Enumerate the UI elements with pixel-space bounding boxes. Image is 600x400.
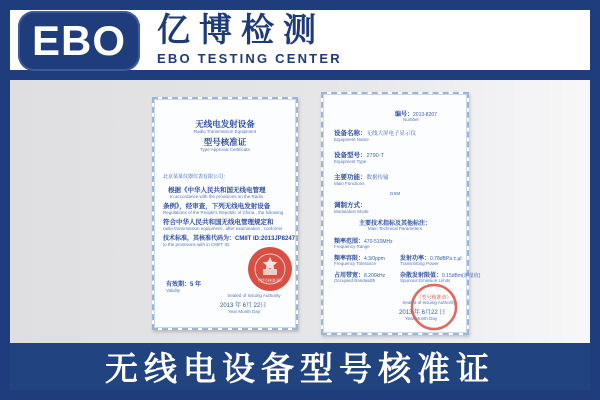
cert-subtitle-cn: 型号核准证 [203,137,247,147]
tech-section-title-en: Main Technical Parameters [367,226,423,231]
cert-body-line: 条例》，经审查，下列无线电发射设备 [163,203,271,210]
tech-label: 杂散发射限值： [400,273,443,279]
brand-block [157,12,342,66]
cert-body-line-en: radio transmission equipment , after examination , conforms [163,226,283,231]
tech-value: 8.200kHz [364,273,386,279]
header [10,10,590,75]
certificates-area [10,80,590,343]
field-label: 主要功能： [334,174,367,181]
field-row [334,128,416,137]
tech-label: 发射功率： [400,256,431,262]
modulation-label-en: Modulation Mode [334,209,369,214]
tech-label: 频率容限： [334,256,365,262]
cert-body-line-en: to the provisions with in CMIIT ID: [163,242,231,247]
issue-date: 2013 年 6月 22日 [220,303,267,309]
ebo-logo [18,11,140,71]
field-value: 数据传输 [366,175,389,181]
issue-date: 2013 年 6月22 日 [399,310,446,316]
cert-title-cn: 无线电发射设备 [195,119,255,129]
field-label-en: Equipment Type [334,159,367,164]
field-row [334,150,384,159]
cert-title-en: Radio Transmission Equipment [193,129,257,134]
field-label-en: Equipment Name [334,137,369,142]
number-value: 2013-8207 [413,112,437,118]
tech-label-en: Transmitting Power [400,261,439,266]
tech-value: 0.15dBm(测量值) [442,273,481,279]
red-approval-seal [246,245,294,293]
brand-name-chinese: 亿博检测 [157,11,325,48]
issue-date-en: Year Month Day [228,309,261,314]
modulation-label: 调制方式： [334,202,367,209]
certificate-front-page [152,97,298,330]
seal-inner-text: （型号核准章） [256,278,284,283]
cert-body-line: 技术标准，其核准代码为：CMIIT ID:2013JP8247 [163,236,296,242]
tech-label-en: Spurious Emission Limits [400,278,451,283]
bottom-title-banner [10,343,590,390]
tech-value: 470-510MHz [364,239,393,245]
field-label: 设备型号： [334,152,367,159]
field-label-en: Main Functions [334,181,365,186]
field-value: 2790-T [366,153,384,159]
brand-name-english: EBO TESTING CENTER [157,51,342,66]
seal-caption: Sealed of Issuing Authority [402,300,456,305]
cert-addressee: 北京某某仪器仪表有限公司： [163,174,229,180]
validity-label: 有效期：5 年 [166,282,202,288]
field-row [334,172,389,181]
cert-body-line: 符合中华人民共和国无线电管理规定和 [163,219,274,226]
tech-value: 4.3/0ppm [364,256,385,262]
validity-label-en: Validity [166,288,181,293]
cert-body-line: 根据《中华人民共和国无线电管理 [168,187,266,194]
tech-label: 频率范围： [334,239,365,245]
number-label: 编号： [395,112,414,118]
tech-value: 0.78dBPa ±.μl [430,256,462,262]
cert-body-line-en: Regulations of the People's Republic of China , the following [163,210,284,215]
issue-date-en: Year Month Day [405,316,438,321]
tech-label: 占用带宽： [334,273,365,279]
seal-caption: Sealed of Issuing Authority [227,293,281,298]
banner-title: 无线电设备型号核准证 [105,350,495,387]
ebo-logo-text: EBO [31,17,126,64]
field-label: 设备名称： [334,130,367,137]
certificate-detail-page [321,92,481,335]
cert-body-line-en: In accordance with the provisions on the Radio [170,194,264,199]
field-value: 无线大屏电子显示仪 [366,131,417,137]
tech-label-en: Occupied Bandwidth [334,278,376,283]
number-label-en: Number [403,117,420,122]
tech-label-en: Frequency Tolerance [334,261,376,266]
cert-subtitle-en: Type Approval Certificate [199,147,251,152]
tech-section-title: 主要技术指标及其他标注： [358,221,431,227]
tech-label-en: Frequency Range [334,244,370,249]
seal-inner-text: （型号核准章） [416,295,452,301]
center-note: GSM [389,191,401,196]
